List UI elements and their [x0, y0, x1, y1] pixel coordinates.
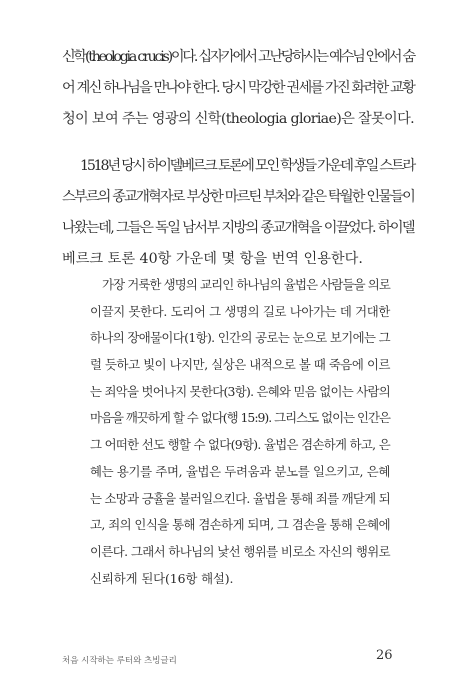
paragraph-heidelberg	[62, 151, 414, 275]
quote-line: 고, 죄의 인식을 통해 겸손하게 되며, 그 겸손을 통해 은혜에	[90, 517, 390, 533]
quote-line: 이끌지 못한다. 도리어 그 생명의 길로 나아가는 데 거대한	[90, 303, 390, 319]
paragraph-continuation	[62, 42, 414, 135]
text-line: 어 계신 하나님을 만나야 한다. 당시 막강한 권세를 가진 화려한 교황	[62, 80, 414, 96]
page-number: 26	[376, 648, 393, 663]
quote-line: 럴 듯하고 빛이 나지만, 실상은 내적으로 볼 때 죽음에 이르	[90, 357, 390, 373]
text-line: 베르크 토론 40항 가운데 몇 항을 번역 인용한다.	[62, 251, 363, 267]
quote-line: 가장 거룩한 생명의 교리인 하나님의 율법은 사람들을 의로	[102, 277, 390, 292]
text-line: 1518년 당시 하이델베르크 토론에 모인 학생들 가운데 후일 스트라	[80, 158, 414, 174]
quote-line: 혜는 용기를 주며, 율법은 두려움과 분노를 일으키고, 은혜	[90, 463, 390, 479]
quote-line: 는 소망과 긍휼을 불러일으킨다. 율법을 통해 죄를 깨닫게 되	[90, 490, 390, 506]
quote-line: 는 죄악을 벗어나지 못한다(3항). 은혜와 믿음 없이는 사람의	[90, 383, 390, 399]
text-line: 나왔는데, 그들은 독일 남서부 지방의 종교개혁을 이끌었다. 하이델	[62, 220, 414, 236]
running-footer-title: 처음 시작하는 루터와 츠빙글리	[62, 656, 177, 666]
block-quote	[90, 272, 390, 592]
text-line: 청이 보여 주는 영광의 신학(theologia gloriae)은 잘못이다.	[62, 111, 414, 127]
quote-line: 신뢰하게 된다(16항 해설).	[90, 570, 234, 586]
text-line: 신학(theologia crucis)이다. 십자가에서 고난당하시는 예수님 안에서 숨	[62, 49, 414, 65]
quote-line: 하나의 장애물이다(1항). 인간의 공로는 눈으로 보기에는 그	[90, 330, 390, 346]
quote-line: 이른다. 그래서 하나님의 낯선 행위를 비로소 자신의 행위로	[90, 543, 390, 559]
text-line: 스부르의 종교개혁자로 부상한 마르틴 부처와 같은 탁월한 인물들이	[62, 189, 414, 205]
quote-line: 그 어떠한 선도 행할 수 없다(9항). 율법은 겸손하게 하고, 은	[90, 437, 390, 453]
quote-line: 마음을 깨끗하게 할 수 없다(행 15:9). 그리스도 없이는 인간은	[90, 410, 390, 426]
